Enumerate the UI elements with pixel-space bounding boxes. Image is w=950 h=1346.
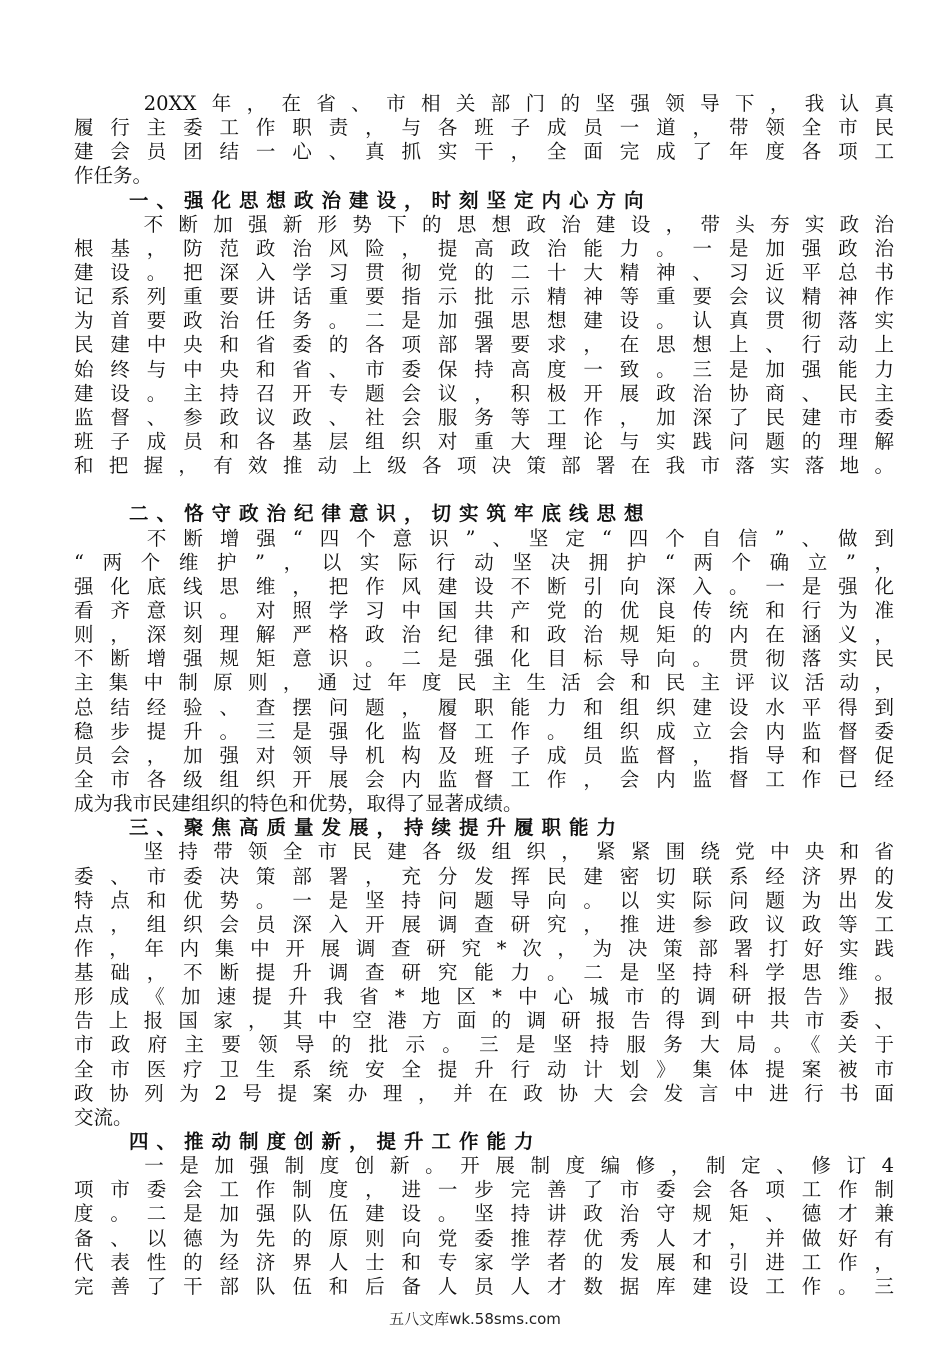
- paragraph-line: 强化底线思维，把作风建设不断引向深入。一是强化: [74, 574, 894, 598]
- paragraph-line: 交流。: [74, 1105, 133, 1129]
- paragraph-line: 特点和优势。一是坚持问题导向。以实际问题为出发: [74, 888, 894, 912]
- paragraph-line: 项市委会工作制度，进一步完善了市委会各项工作制: [74, 1178, 894, 1202]
- paragraph-line: 主集中制原则，通过年度民主生活会和民主评议活动，: [74, 671, 894, 695]
- paragraph-line: 作，年内集中开展调查研究*次，为决策部署打好实践: [74, 936, 894, 960]
- paragraph-line: 建会员团结一心、真抓实干，全面完成了年度各项工: [74, 140, 894, 164]
- paragraph-line: 和把握，有效推动上级各项决策部署在我市落实落地。: [74, 454, 894, 478]
- paragraph-line: 为首要政治任务。二是加强思想建设。认真贯彻落实: [74, 309, 894, 333]
- paragraph-line: 总结经验、查摆问题，履职能力和组织建设水平得到: [74, 695, 894, 719]
- paragraph-line: 基础，不断提升调查研究能力。二是坚持科学思维。: [74, 961, 894, 985]
- paragraph-line: 20XX年，在省、市相关部门的坚强领导下，我认真: [74, 92, 894, 115]
- paragraph-line: 监督、参政议政、社会服务等工作，加深了民建市委: [74, 405, 894, 429]
- paragraph-line: 市政府主要领导的批示。三是坚持服务大局。《关于: [74, 1033, 894, 1057]
- section-heading: 四、推动制度创新，提升工作能力: [74, 1130, 542, 1154]
- paragraph-line: 点，组织会员深入开展调查研究，推进参政议政等工: [74, 912, 894, 936]
- paragraph-line: 度。二是加强队伍建设。坚持讲政治守规矩、德才兼: [74, 1202, 894, 1226]
- paragraph-line: 完善了干部队伍和后备人员人才数据库建设工作。三: [74, 1274, 894, 1298]
- paragraph-line: 全市医疗卫生系统安全提升行动计划》集体提案被市: [74, 1057, 894, 1081]
- paragraph-line: 员会，加强对领导机构及班子成员监督，指导和督促: [74, 743, 894, 767]
- paragraph-line: 不断增强“四个意识”、坚定“四个自信”、做到: [74, 526, 894, 550]
- paragraph-line: 全市各级组织开展会内监督工作，会内监督工作已经: [74, 767, 894, 791]
- blank-line: [74, 478, 894, 502]
- paragraph-line: 则，深刻理解严格政治纪律和政治规矩的内在涵义，: [74, 623, 894, 647]
- paragraph-line: 坚持带领全市民建各级组织，紧紧围绕党中央和省: [74, 840, 894, 864]
- paragraph-line: 不断增强规矩意识。二是强化目标导向。贯彻落实民: [74, 647, 894, 671]
- section-heading: 二、恪守政治纪律意识，切实筑牢底线思想: [74, 502, 652, 526]
- paragraph-line: 委、市委决策部署，充分发挥民建密切联系经济界的: [74, 864, 894, 888]
- paragraph-line: “两个维护”，以实际行动坚决拥护“两个确立”，: [74, 550, 894, 574]
- paragraph-line: 形成《加速提升我省*地区*中心城市的调研报告》报: [74, 985, 894, 1009]
- paragraph-line: 不断加强新形势下的思想政治建设，带头夯实政治: [74, 212, 894, 236]
- document-body: [74, 92, 894, 1299]
- paragraph-line: 根基，防范政治风险，提高政治能力。一是加强政治: [74, 236, 894, 260]
- paragraph-line: 建设。主持召开专题会议，积极开展政治协商、民主: [74, 381, 894, 405]
- paragraph-line: 政协列为2号提案办理，并在政协大会发言中进行书面: [74, 1081, 894, 1105]
- paragraph-line: 履行主委工作职责，与各班子成员一道，带领全市民: [74, 116, 894, 140]
- section-heading: 三、聚焦高质量发展，持续提升履职能力: [74, 816, 625, 840]
- paragraph-line: 记系列重要讲话重要指示批示精神等重要会议精神作: [74, 285, 894, 309]
- paragraph-line: 代表性的经济界人士和专家学者的发展和引进工作，: [74, 1250, 894, 1274]
- paragraph-line: 看齐意识。对照学习中国共产党的优良传统和行为准: [74, 598, 894, 622]
- paragraph-line: 作任务。: [74, 164, 153, 188]
- section-heading: 一、强化思想政治建设，时刻坚定内心方向: [74, 188, 652, 212]
- paragraph-line: 建设。把深入学习贯彻党的二十大精神、习近平总书: [74, 260, 894, 284]
- page-footer: 五八文库wk.58sms.com: [389, 1310, 561, 1328]
- paragraph-line: 稳步提升。三是强化监督工作。组织成立会内监督委: [74, 719, 894, 743]
- paragraph-line: 班子成员和各基层组织对重大理论与实践问题的理解: [74, 429, 894, 453]
- paragraph-line: 始终与中央和省、市委保持高度一致。三是加强能力: [74, 357, 894, 381]
- paragraph-line: 一是加强制度创新。开展制度编修，制定、修订4: [74, 1154, 894, 1178]
- paragraph-line: 备、以德为先的原则向党委推荐优秀人才，并做好有: [74, 1226, 894, 1250]
- paragraph-line: 告上报国家，其中空港方面的调研报告得到中共市委、: [74, 1009, 894, 1033]
- paragraph-line: 成为我市民建组织的特色和优势，取得了显著成绩。: [74, 792, 523, 816]
- paragraph-line: 民建中央和省委的各项部署要求，在思想上、行动上: [74, 333, 894, 357]
